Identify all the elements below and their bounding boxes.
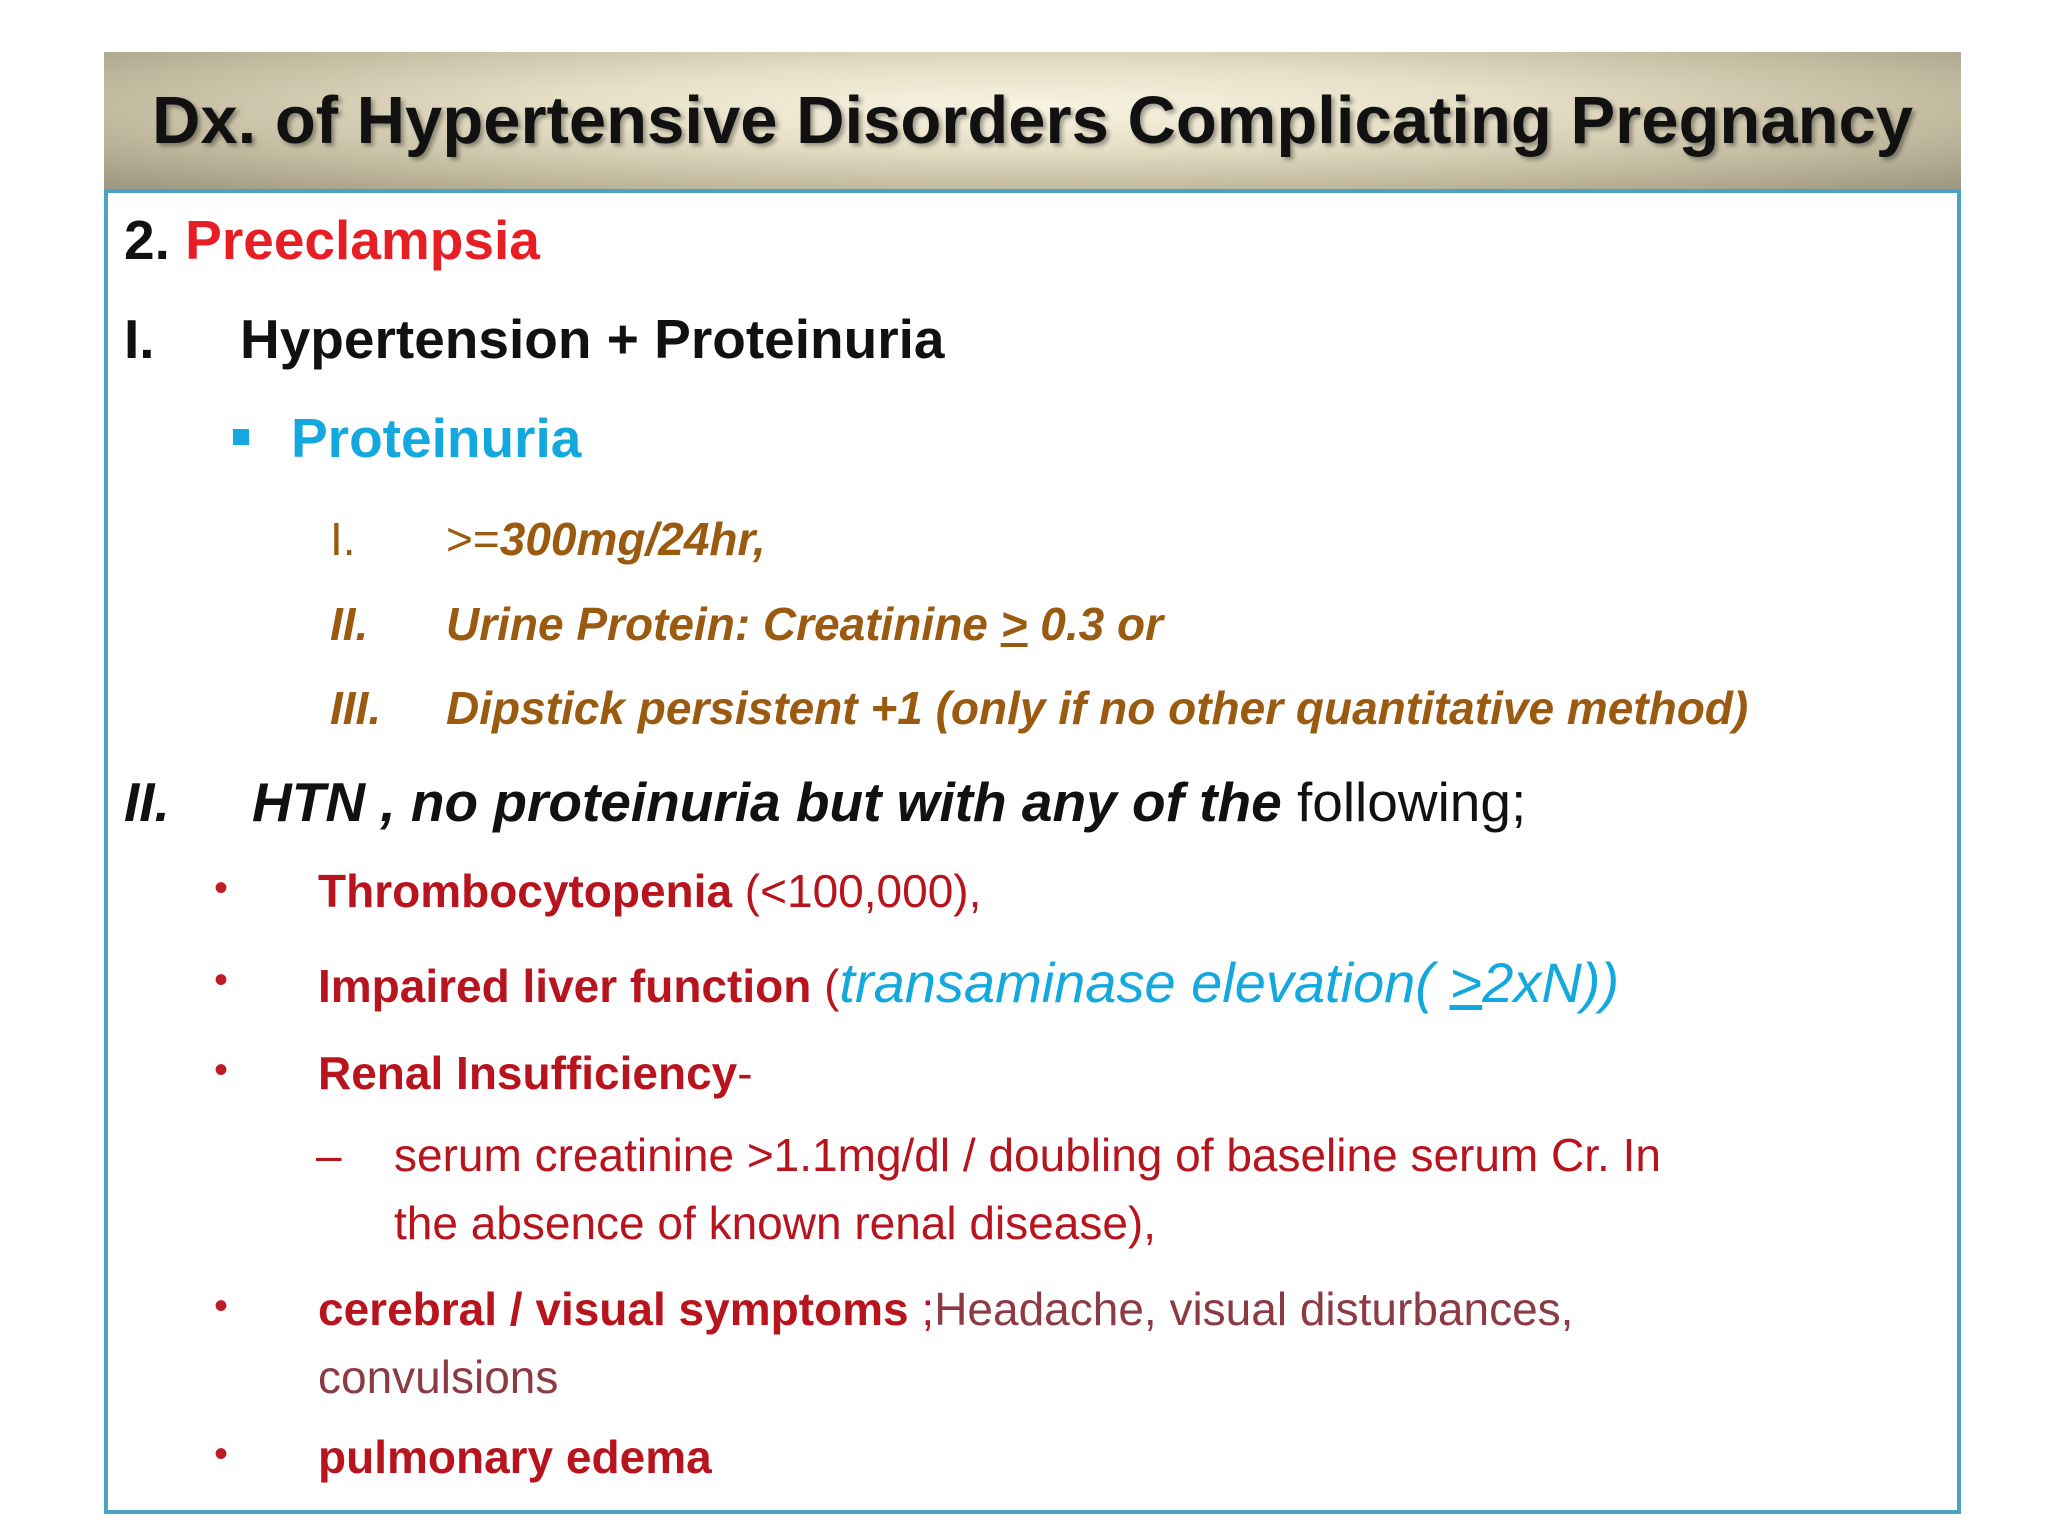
proteinuria-label: Proteinuria [291, 407, 582, 469]
bullet-cerebral-symptoms: cerebral / visual symptoms ;Headache, visual disturbances, [318, 1283, 1574, 1335]
item-numeral-1: I. [330, 513, 356, 565]
item-text-3: Dipstick persistent +1 (only if no other quantitative method) [446, 682, 1749, 734]
section-heading [124, 208, 540, 272]
section2-text: HTN , no proteinuria but with any of the following; [252, 771, 1527, 833]
square-bullet-icon [233, 429, 249, 445]
bullet-icon: • [214, 958, 229, 1002]
section2-numeral: II. [124, 771, 170, 833]
title-bar [104, 52, 1961, 189]
heading-number: 2. [124, 209, 170, 271]
section1-numeral: I. [124, 308, 155, 370]
bullet-icon: • [214, 866, 229, 910]
bullet-icon: • [214, 1048, 229, 1092]
item-numeral-3: III. [330, 682, 382, 734]
heading-label: Preeclampsia [185, 209, 540, 271]
item-text-1: >=300mg/24hr, [446, 513, 766, 565]
item-numeral-2: II. [330, 598, 369, 650]
bullet-renal-insufficiency: Renal Insufficiency- [318, 1047, 753, 1099]
item-text-2: Urine Protein: Creatinine > 0.3 or [446, 598, 1164, 650]
bullet-thrombocytopenia: Thrombocytopenia (<100,000), [318, 865, 982, 917]
cerebral-line-2: convulsions [318, 1351, 559, 1403]
bullet-liver-function: Impaired liver function (transaminase elevation( >2xN)) [318, 951, 1620, 1014]
bullet-icon: • [214, 1432, 229, 1476]
slide-title: Dx. of Hypertensive Disorders Complicating Pregnancy [151, 83, 1914, 158]
bullet-pulmonary-edema: pulmonary edema [318, 1431, 712, 1483]
renal-sub-line-1: serum creatinine >1.1mg/dl / doubling of baseline serum Cr. In [394, 1129, 1661, 1181]
bullet-icon: • [214, 1284, 229, 1328]
renal-sub-line-2: the absence of known renal disease), [394, 1197, 1157, 1249]
dash-icon: – [316, 1129, 342, 1181]
section1-text: Hypertension + Proteinuria [240, 308, 945, 370]
